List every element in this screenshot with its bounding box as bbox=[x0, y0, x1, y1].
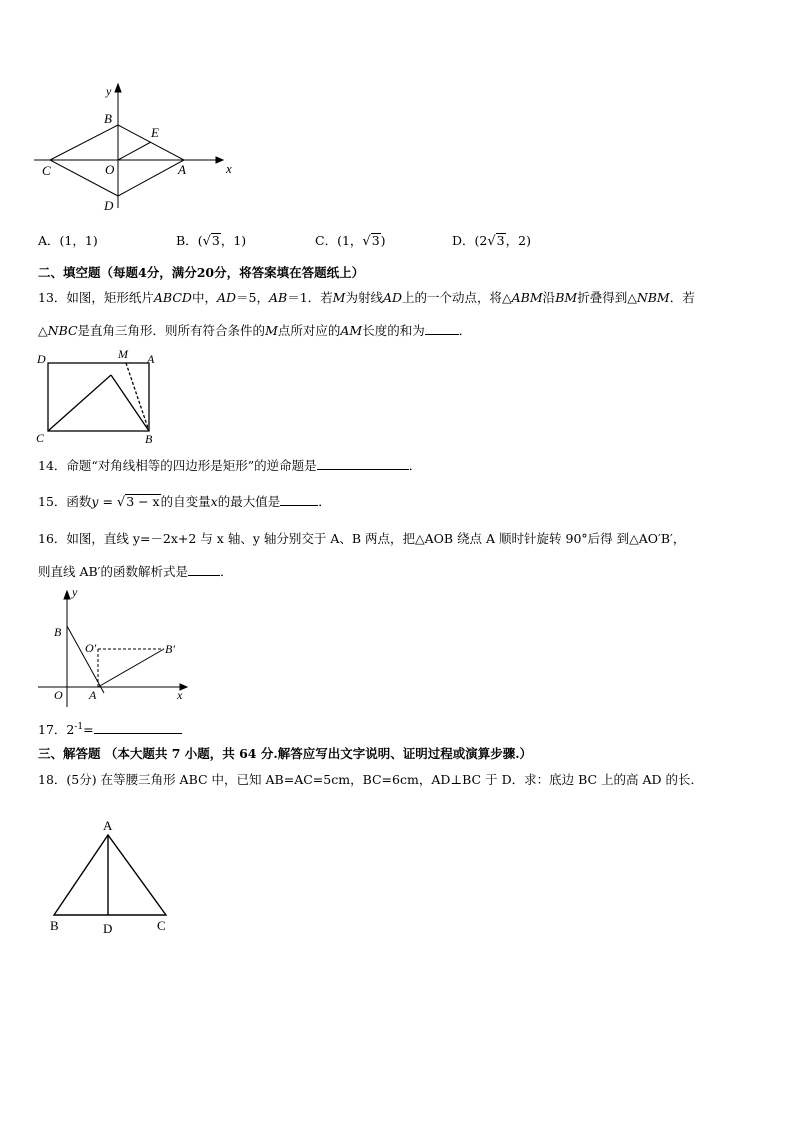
figure-q18-triangle bbox=[40, 815, 180, 940]
label-C: C bbox=[36, 431, 45, 445]
answer-blank-q17 bbox=[94, 721, 182, 734]
label-y: y bbox=[72, 585, 78, 599]
segment-oe bbox=[118, 142, 151, 160]
label-B: B bbox=[50, 918, 59, 933]
label-E: E bbox=[151, 125, 159, 140]
label-O: O bbox=[105, 162, 115, 177]
section-2-heading: 二、填空题（每题4分，满分20分，将答案填在答题纸上） bbox=[38, 265, 365, 280]
option-b: B．(√3，1) bbox=[176, 233, 247, 249]
option-a: A．(1，1) bbox=[38, 233, 98, 248]
rectangle-abcd bbox=[48, 363, 149, 431]
answer-blank-q14 bbox=[317, 457, 409, 470]
q15: 15．函数y = √3 − x的自变量x的最大值是 ． bbox=[38, 494, 331, 510]
answer-blank-q16 bbox=[188, 563, 220, 576]
label-A: A bbox=[89, 688, 97, 702]
label-D: D bbox=[103, 921, 113, 936]
label-A: A bbox=[147, 352, 155, 366]
label-A: A bbox=[178, 162, 186, 177]
label-D: D bbox=[104, 198, 114, 213]
label-D: D bbox=[37, 352, 46, 366]
answer-blank-q15 bbox=[280, 493, 318, 506]
section-3-heading: 三、解答题 （本大题共 7 小题，共 64 分.解答应写出文字说明、证明过程或演算步骤.） bbox=[38, 746, 533, 761]
q16-line2: 则直线 AB′的函数解析式是 ． bbox=[38, 564, 233, 579]
label-x: x bbox=[177, 688, 183, 702]
x-axis-arrow bbox=[216, 157, 223, 163]
label-M: M bbox=[118, 347, 128, 361]
q13-line2: △NBC是直角三角形．则所有符合条件的M点所对应的AM长度的和为 ． bbox=[38, 323, 472, 338]
segment-cn bbox=[48, 375, 111, 431]
triangle-abc bbox=[54, 835, 166, 915]
q14: 14．命题“对角线相等的四边形是矩形”的逆命题是 ． bbox=[38, 458, 422, 473]
label-y: y bbox=[106, 84, 112, 98]
answer-blank-q13 bbox=[425, 322, 459, 335]
figure-q12-rhombus bbox=[30, 80, 240, 215]
segment-mb-dashed bbox=[126, 363, 149, 431]
option-c: C．(1，√3) bbox=[315, 233, 386, 249]
label-x: x bbox=[226, 161, 232, 176]
segment-nb bbox=[111, 375, 149, 431]
option-d: D．(2√3，2) bbox=[452, 233, 531, 249]
label-O-prime: O′ bbox=[85, 641, 97, 655]
label-B-prime: B′ bbox=[165, 642, 175, 656]
figure-q16-rotation bbox=[34, 582, 194, 712]
label-A: A bbox=[103, 818, 113, 833]
label-C: C bbox=[42, 163, 51, 178]
label-B: B bbox=[145, 432, 153, 446]
y-axis-arrow bbox=[64, 591, 70, 599]
segment-ab-prime bbox=[98, 649, 164, 687]
label-B: B bbox=[104, 111, 112, 126]
q16-line1: 16．如图，直线 y=－2x+2 与 x 轴、y 轴分别交于 A、B 两点，把△AOB 绕点 A 顺时针旋转 90°后得 到△AO′B′， bbox=[38, 531, 686, 546]
label-O: O bbox=[54, 688, 63, 702]
label-C: C bbox=[157, 918, 166, 933]
q13-line1: 13．如图，矩形纸片ABCD中，AD＝5，AB＝1．若M为射线AD上的一个动点，将△ABM沿BM折叠得到△NBM．若 bbox=[38, 290, 695, 305]
q17: 17．$2^{-1}=$ bbox=[38, 719, 182, 738]
label-B: B bbox=[54, 625, 62, 639]
figure-q13-rectangle bbox=[34, 346, 164, 446]
y-axis-arrow bbox=[115, 84, 121, 92]
q18: 18．(5分) 在等腰三角形 ABC 中，已知 AB=AC=5cm，BC=6cm，AD⊥BC 于 D．求：底边 BC 上的高 AD 的长． bbox=[38, 772, 704, 787]
